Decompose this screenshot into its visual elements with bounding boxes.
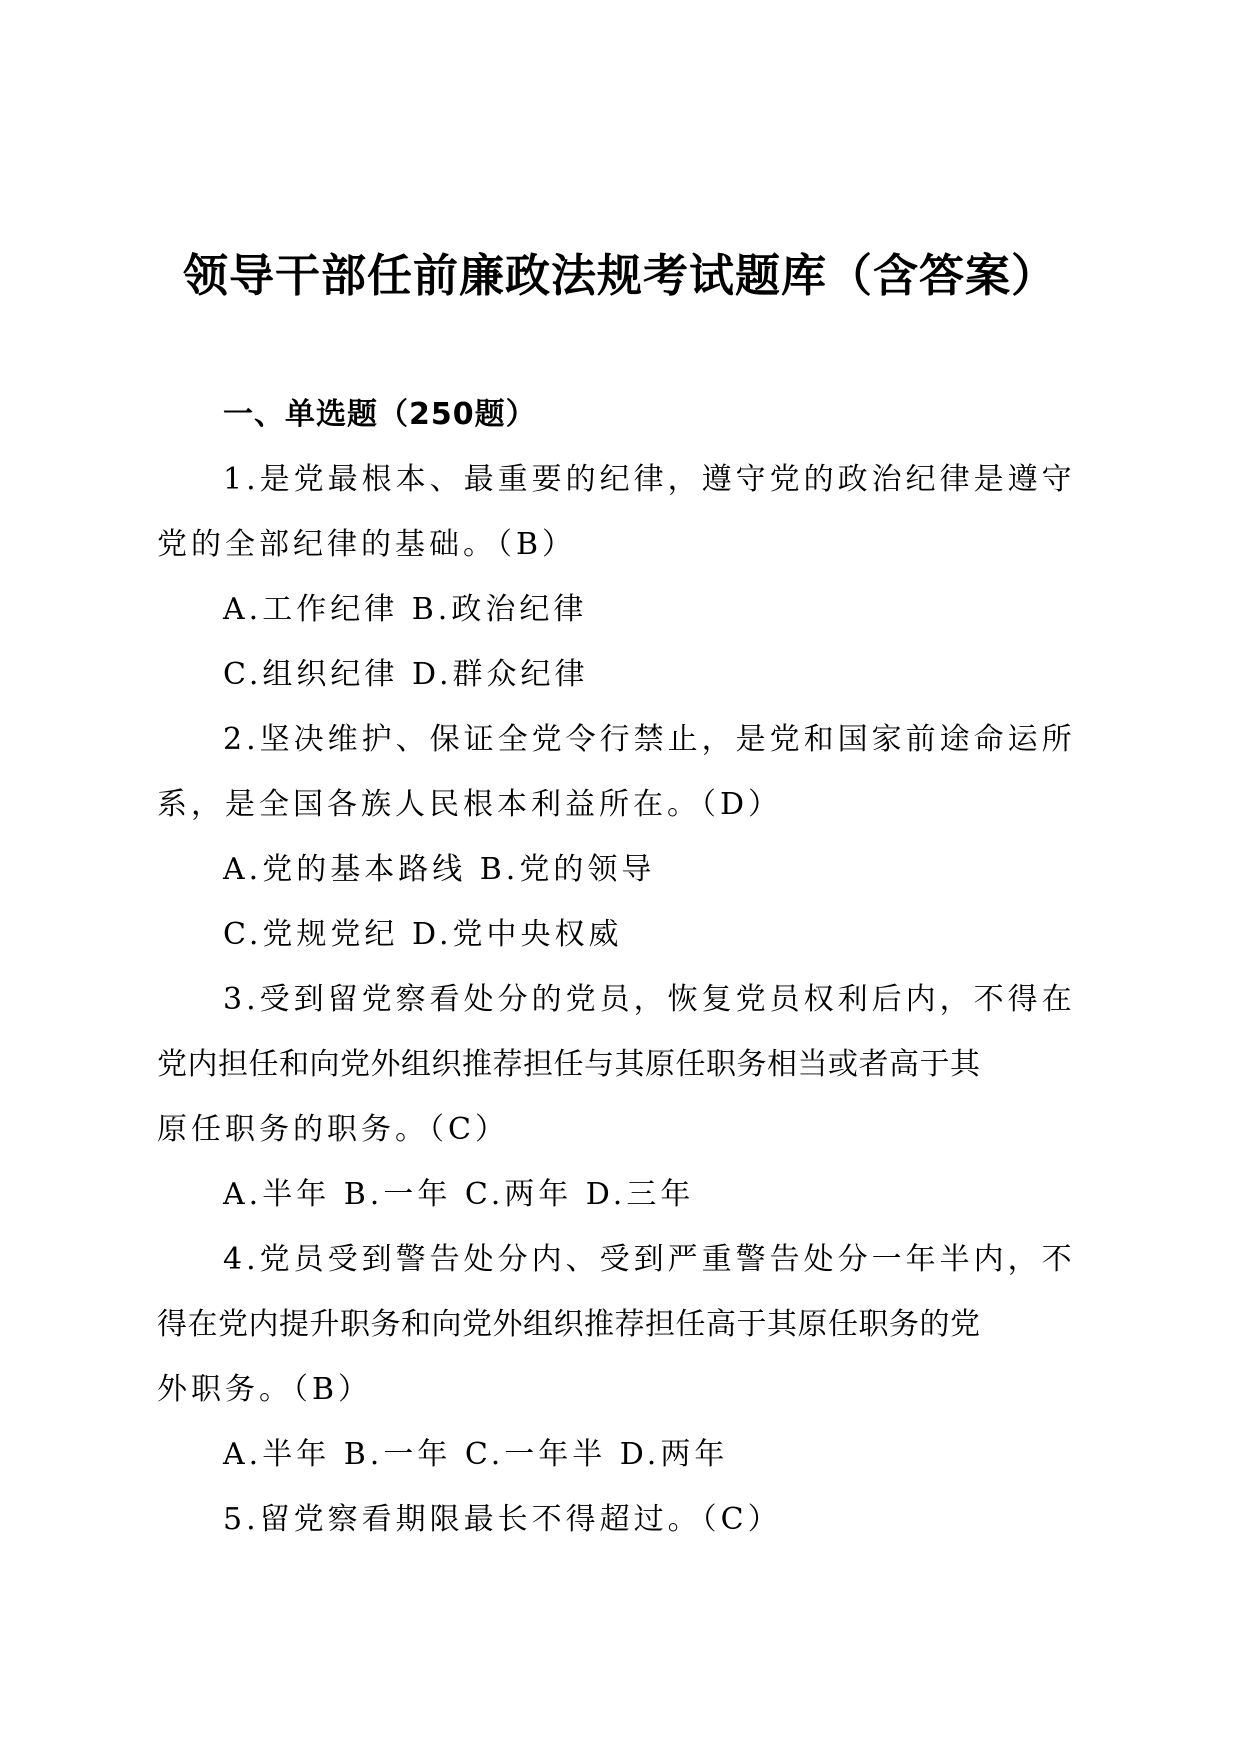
answer-options: C.组织纪律 D.群众纪律 bbox=[223, 657, 589, 692]
question-text: 1.是党最根本、最重要的纪律，遵守党的政治纪律是遵守 bbox=[223, 462, 1076, 497]
answer-options: A.工作纪律 B.政治纪律 bbox=[223, 592, 588, 627]
question-2 bbox=[157, 707, 1078, 967]
question-text: 2.坚决维护、保证全党令行禁止，是党和国家前途命运所 bbox=[223, 722, 1076, 757]
question-text-continued: 党内担任和向党外组织推荐担任与其原任职务相当或者高于其 bbox=[157, 1047, 981, 1082]
question-text-continued: 原任职务的职务。（C） bbox=[157, 1112, 509, 1147]
answer-options: A.半年 B.一年 C.两年 D.三年 bbox=[223, 1177, 695, 1212]
question-1 bbox=[157, 447, 1078, 707]
question-4 bbox=[157, 1227, 1078, 1487]
question-text-continued: 得在党内提升职务和向党外组织推荐担任高于其原任职务的党 bbox=[157, 1307, 981, 1342]
answer-options: A.半年 B.一年 C.一年半 D.两年 bbox=[223, 1437, 729, 1472]
question-3 bbox=[157, 967, 1078, 1227]
document-title: 领导干部任前廉政法规考试题库（含答案） bbox=[182, 249, 1057, 302]
answer-options: C.党规党纪 D.党中央权威 bbox=[223, 917, 623, 952]
answer-options: A.党的基本路线 B.党的领导 bbox=[223, 852, 656, 887]
question-5 bbox=[157, 1487, 1078, 1552]
question-text: 3.受到留党察看处分的党员，恢复党员权利后内，不得在 bbox=[223, 982, 1076, 1017]
question-text: 5.留党察看期限最长不得超过。（C） bbox=[223, 1502, 782, 1537]
section-heading: 一、单选题（250题） bbox=[223, 397, 537, 432]
question-text: 4.党员受到警告处分内、受到严重警告处分一年半内，不 bbox=[223, 1242, 1076, 1277]
document-body bbox=[157, 382, 1078, 1552]
question-text-continued: 党的全部纪律的基础。（B） bbox=[157, 527, 577, 562]
question-text-continued: 外职务。（B） bbox=[157, 1372, 373, 1407]
question-text-continued: 系，是全国各族人民根本利益所在。（D） bbox=[157, 787, 783, 822]
